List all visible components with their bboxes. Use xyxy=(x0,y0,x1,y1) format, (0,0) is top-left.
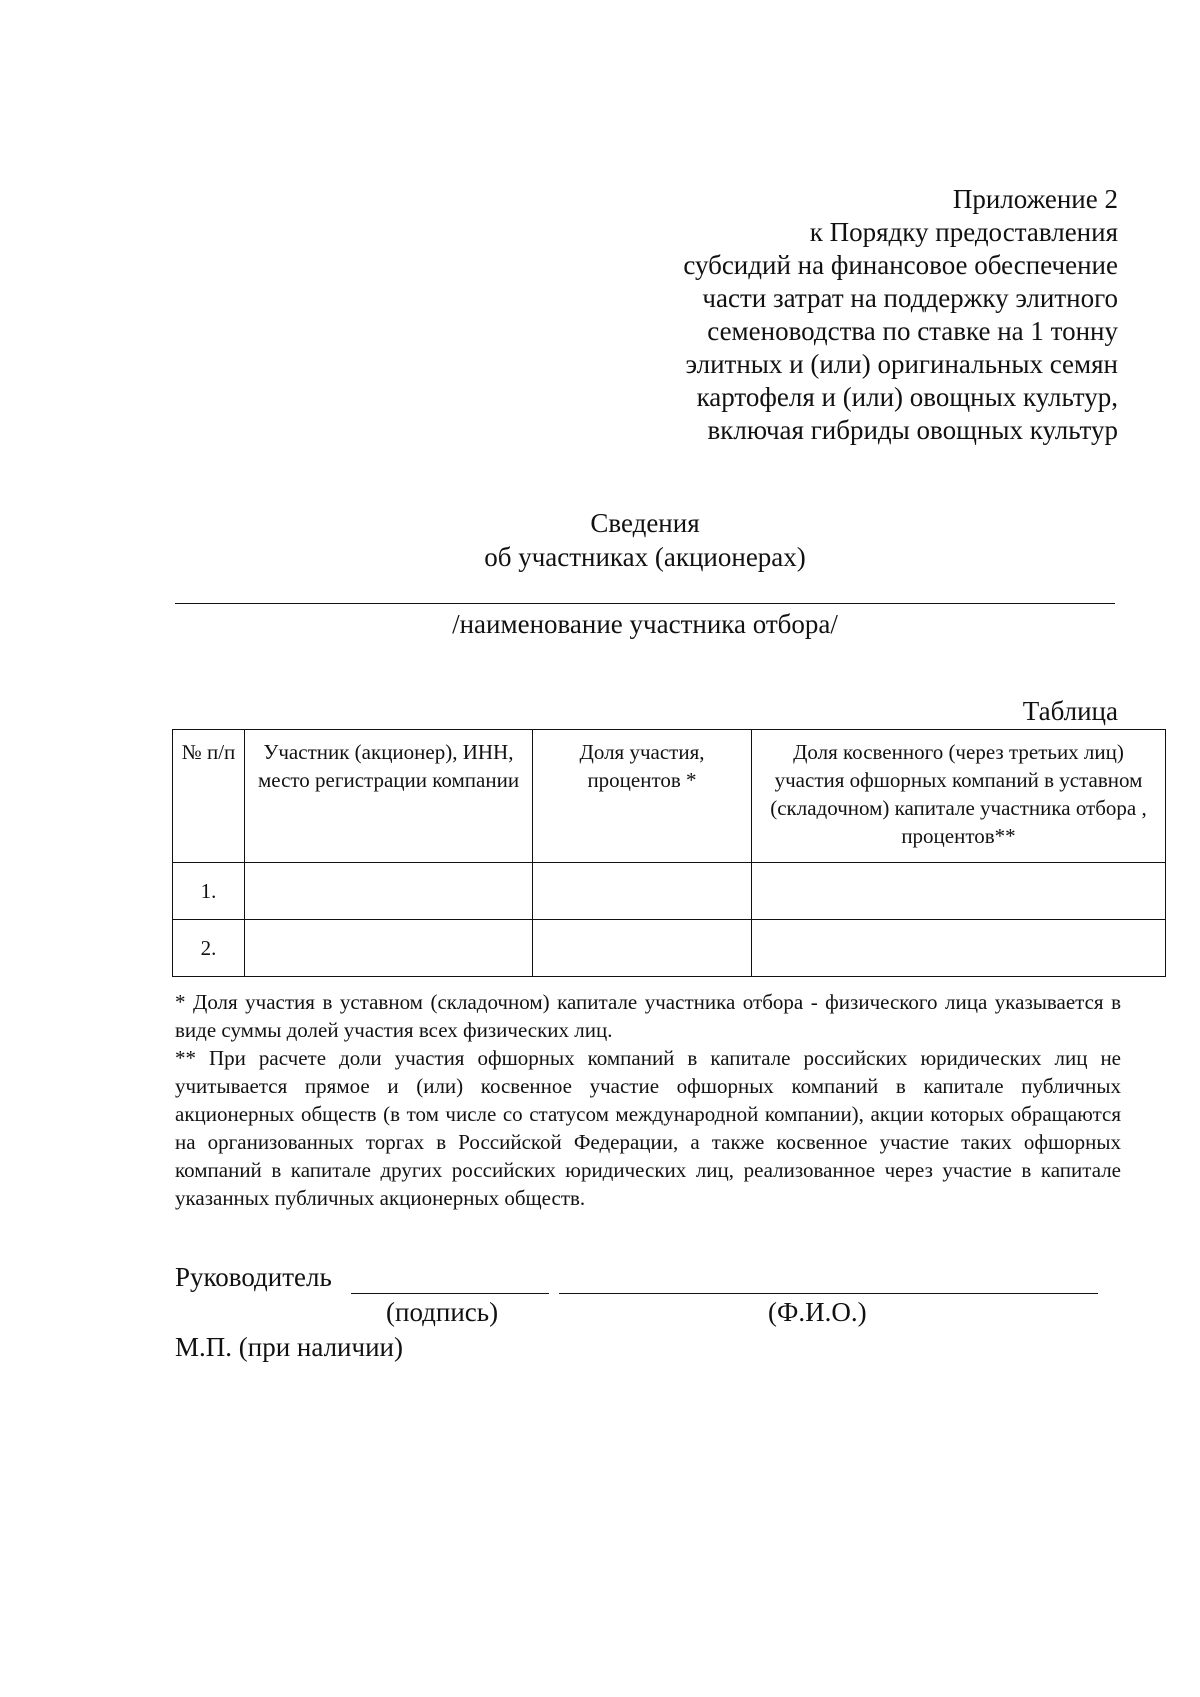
header-share: Доля участия, процентов * xyxy=(533,730,752,863)
participant-name-field-line xyxy=(175,603,1115,604)
footnote-2: ** При расчете доли участия офшорных компаний в капитале российских юридических лиц не учитывается прямое и (или) косвенное участие офшорных компаний в капитале публичных акционерных обществ (в том числе со статусом международной компании), акции которых обращаются на организованных торгах в Российской Федерации, а также косвенное участие таких офшорных компаний в капитале других российских юридических лиц, реализованное через участие в капитале указанных публичных акционерных обществ. xyxy=(175,1046,1121,1210)
full-name-line xyxy=(559,1293,1098,1294)
participant-cell xyxy=(245,920,533,977)
appendix-line: части затрат на поддержку элитного xyxy=(702,283,1118,313)
appendix-line: Приложение 2 xyxy=(952,184,1118,214)
header-number: № п/п xyxy=(173,730,245,863)
table-header-row xyxy=(173,730,1166,863)
table-row xyxy=(173,920,1166,977)
title-line-2: об участниках (акционерах) xyxy=(484,542,806,572)
share-cell xyxy=(533,920,752,977)
document-title xyxy=(175,506,1115,574)
offshore-share-cell xyxy=(752,920,1166,977)
appendix-line: элитных и (или) оригинальных семян xyxy=(685,349,1118,379)
full-name-caption: (Ф.И.О.) xyxy=(768,1297,867,1327)
row-number: 2. xyxy=(173,920,245,977)
participants-table xyxy=(172,729,1166,977)
offshore-share-cell xyxy=(752,863,1166,920)
appendix-line: к Порядку предоставления xyxy=(809,217,1118,247)
header-participant: Участник (акционер), ИНН, место регистрации компании xyxy=(245,730,533,863)
footnote-1: * Доля участия в уставном (складочном) капитале участника отбора - физического лица указывается в виде суммы долей участия всех физических лиц. xyxy=(175,990,1121,1042)
seal-label: М.П. (при наличии) xyxy=(175,1332,403,1362)
signature-line xyxy=(351,1293,549,1294)
signature-label: Руководитель xyxy=(175,1262,332,1292)
title-line-1: Сведения xyxy=(590,508,700,538)
participant-cell xyxy=(245,863,533,920)
header-offshore-share: Доля косвенного (через третьих лиц) участия офшорных компаний в уставном (складочном) капитале участника отбора , процентов** xyxy=(752,730,1166,863)
appendix-header xyxy=(558,183,1118,447)
participant-name-caption: /наименование участника отбора/ xyxy=(452,609,838,639)
table-row xyxy=(173,863,1166,920)
appendix-line: субсидий на финансовое обеспечение xyxy=(683,250,1118,280)
appendix-line: семеноводства по ставке на 1 тонну xyxy=(707,316,1118,346)
table-label: Таблица xyxy=(1022,696,1118,726)
appendix-line: включая гибриды овощных культур xyxy=(707,415,1118,445)
share-cell xyxy=(533,863,752,920)
signature-caption: (подпись) xyxy=(386,1297,499,1327)
row-number: 1. xyxy=(173,863,245,920)
appendix-line: картофеля и (или) овощных культур, xyxy=(696,382,1118,412)
footnotes xyxy=(175,988,1121,1212)
